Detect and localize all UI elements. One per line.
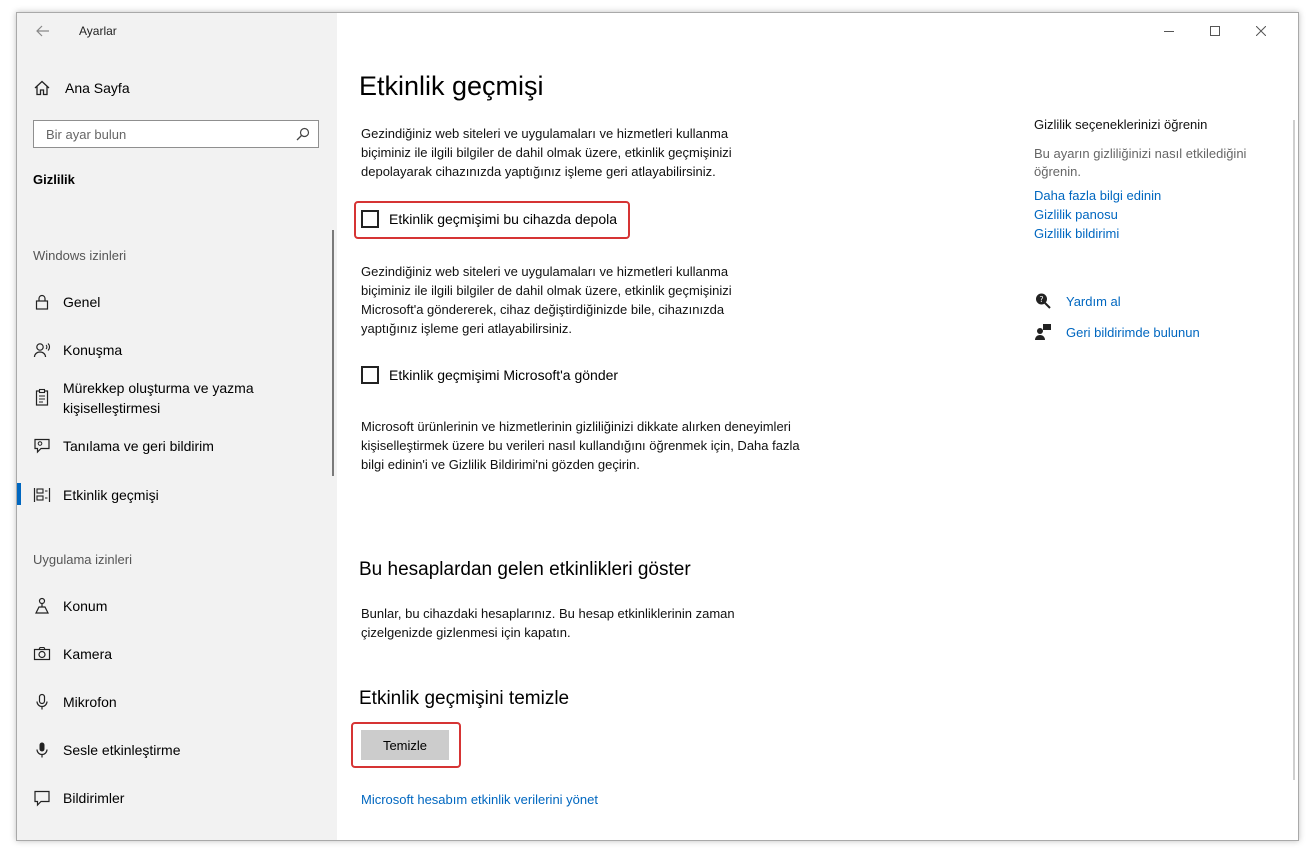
search-input[interactable] [44,126,288,143]
lock-icon [33,293,51,311]
sidebar-item-label: Tanılama ve geri bildirim [63,438,214,454]
section-title: Gizlilik [33,172,75,187]
sidebar-item-general[interactable] [33,292,333,312]
sidebar-item-diagnostics[interactable] [33,436,333,456]
sidebar-item-voice-activation[interactable] [33,740,333,760]
home-icon [33,79,51,97]
accounts-text: Bunlar, bu cihazdaki hesaplarınız. Bu hesap etkinliklerinin zaman çizelgenizde gizlenmesi için kapatın. [361,606,735,640]
minimize-button[interactable] [1146,20,1192,42]
privacy-note: Microsoft ürünlerinin ve hizmetlerinin gizliliğinizi dikkate alırken deneyimleri kişiselleştirmek üzere bu verileri nasıl kullandığını öğrenmek için, Daha fazla bilgi edinin'i ve Gizlilik Bildirimi'ni gözden geçirin. [361,419,800,472]
sidebar-item-label: Mürekkep oluşturma ve yazma kişiselleştirmesi [63,380,254,416]
get-help-row[interactable] [1034,292,1121,310]
notification-icon [33,789,51,807]
accounts-heading: Bu hesaplardan gelen etkinlikleri göster [359,559,691,580]
clear-button[interactable]: Temizle [361,730,449,760]
feedback-person-icon [1034,323,1052,341]
clipboard-icon [33,388,51,406]
sidebar-scrollbar[interactable] [332,230,334,476]
svg-text:?: ? [1039,295,1044,304]
sidebar-item-label: Mikrofon [63,694,117,710]
main-content [337,13,1298,840]
group-app-permissions: Uygulama izinleri [33,552,132,567]
window-controls [1146,20,1284,42]
close-button[interactable] [1238,20,1284,42]
send-history-checkbox[interactable] [361,366,379,384]
give-feedback-row[interactable] [1034,323,1200,341]
intro-text-cloud: Gezindiğiniz web siteleri ve uygulamaları ve hizmetleri kullanma biçiminiz ile ilgili bilgiler de dahil olmak üzere, etkinlik geçmişinizi Microsoft'a göndererek, cihaz değiştirdiğinizde bile, cihazınızda yaptığınız işleme geri atlayabilirsiniz. [361,264,732,336]
page-scrollbar[interactable] [1293,120,1295,780]
minimize-icon [1164,26,1174,36]
sidebar-item-label: Etkinlik geçmişi [63,487,159,503]
sidebar-item-camera[interactable] [33,644,333,664]
right-panel-description: Bu ayarın gizliliğinizi nasıl etkilediğini öğrenin. [1034,146,1247,179]
sidebar-item-location[interactable] [33,596,333,616]
nav-home[interactable] [33,77,130,99]
location-icon [33,597,51,615]
search-box[interactable] [33,120,319,148]
privacy-dashboard-link[interactable]: Gizlilik panosu [1034,207,1118,222]
sidebar-item-activity-history[interactable] [33,485,333,505]
speech-icon [33,341,51,359]
privacy-statement-link[interactable]: Gizlilik bildirimi [1034,226,1120,241]
more-info-link[interactable]: Daha fazla bilgi edinin [1034,188,1162,203]
sidebar-item-label: Konuşma [63,342,123,358]
microphone-icon [33,693,51,711]
sidebar-item-label: Bildirimler [63,790,125,806]
sidebar-item-notifications[interactable] [33,788,333,808]
maximize-icon [1210,26,1220,36]
send-history-label: Etkinlik geçmişimi Microsoft'a gönder [389,367,619,383]
send-history-checkbox-row[interactable] [361,366,618,384]
settings-window [16,12,1299,841]
sidebar-item-label: Genel [63,294,101,310]
store-history-label: Etkinlik geçmişimi bu cihazda depola [389,211,617,227]
timeline-icon [33,486,51,504]
sidebar-item-label: Kamera [63,646,113,662]
sidebar-item-microphone[interactable] [33,692,333,712]
help-chat-icon [1034,292,1052,310]
sidebar-item-inking[interactable] [33,378,333,418]
close-icon [1256,26,1266,36]
right-panel-title: Gizlilik seçeneklerinizi öğrenin [1034,117,1208,132]
get-help-link[interactable]: Yardım al [1066,293,1121,309]
intro-text-local: Gezindiğiniz web siteleri ve uygulamaları ve hizmetleri kullanma biçiminiz ile ilgili bilgiler de dahil olmak üzere, etkinlik geçmişinizi depolayarak cihazınızda yaptığınız işleme geri atlayabilirsiniz. [361,126,732,179]
store-history-checkbox[interactable] [361,210,379,228]
nav-home-label: Ana Sayfa [65,80,130,96]
sidebar-item-label: Sesle etkinleştirme [63,742,181,758]
selection-indicator [17,483,21,505]
sidebar-item-label: Konum [63,598,108,614]
clear-heading: Etkinlik geçmişini temizle [359,688,570,709]
voice-mic-icon [33,741,51,759]
app-title: Ayarlar [79,24,117,38]
maximize-button[interactable] [1192,20,1238,42]
back-arrow-icon[interactable] [35,23,51,39]
sidebar-item-speech[interactable] [33,340,333,360]
sidebar [17,13,337,840]
camera-icon [33,645,51,663]
group-windows-permissions: Windows izinleri [33,248,127,263]
feedback-icon [33,437,51,455]
store-history-checkbox-row[interactable] [361,210,617,228]
give-feedback-link[interactable]: Geri bildirimde bulunun [1066,324,1200,340]
search-icon[interactable] [296,127,310,141]
manage-activity-data-link[interactable]: Microsoft hesabım etkinlik verilerini yönet [361,792,598,807]
page-title: Etkinlik geçmişi [359,71,544,101]
